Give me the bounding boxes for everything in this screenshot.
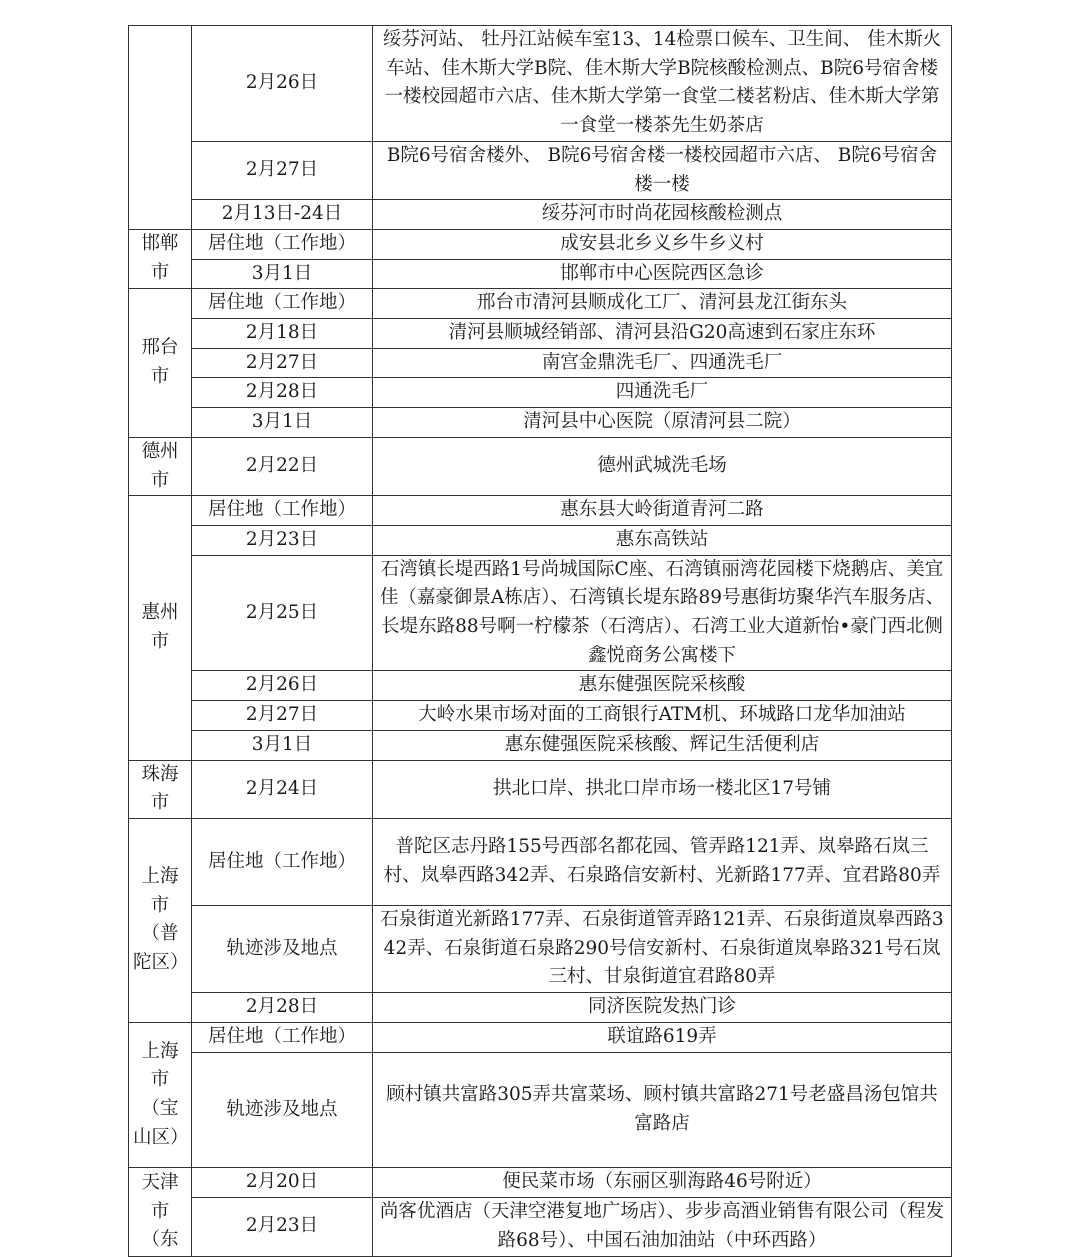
date-cell: 2月26日 (192, 671, 373, 701)
table-row (129, 378, 952, 408)
location-cell: 普陀区志丹路155号西部名都花园、管弄路121弄、岚皋路石岚三村、岚皋西路342弄、石泉路信安新村、光新路177弄、宜君路80弄 (373, 818, 952, 905)
location-cell: 尚客优酒店（天津空港复地广场店）、步步高酒业销售有限公司（程发路68号）、中国石油加油站（中环西路） (373, 1198, 952, 1256)
location-cell: 惠东高铁站 (373, 525, 952, 555)
table-row (129, 348, 952, 378)
table-row (129, 1022, 952, 1052)
date-cell: 3月1日 (192, 730, 373, 760)
location-cell: 清河县顺城经销部、清河县沿G20高速到石家庄东环 (373, 319, 952, 349)
table-row (129, 671, 952, 701)
location-cell: 拱北口岸、拱北口岸市场一楼北区17号铺 (373, 760, 952, 818)
table-row (129, 437, 952, 495)
city-cell: 惠州市 (129, 496, 192, 760)
table-row (129, 701, 952, 731)
city-cell: 珠海市 (129, 760, 192, 818)
location-cell: 便民菜市场（东丽区驯海路46号附近） (373, 1168, 952, 1198)
table-row (129, 200, 952, 230)
date-cell: 居住地（工作地） (192, 289, 373, 319)
table-row (129, 993, 952, 1023)
location-cell: 德州武城洗毛场 (373, 437, 952, 495)
location-cell: B院6号宿舍楼外、 B院6号宿舍楼一楼校园超市六店、 B院6号宿舍楼一楼 (373, 141, 952, 199)
table-row (129, 555, 952, 671)
table-row (129, 906, 952, 993)
date-cell: 2月27日 (192, 348, 373, 378)
date-cell: 居住地（工作地） (192, 818, 373, 905)
table-row (129, 818, 952, 905)
table-row (129, 730, 952, 760)
location-cell: 绥芬河站、 牡丹江站候车室13、14检票口候车、卫生间、 佳木斯火车站、佳木斯大学B院、佳木斯大学B院核酸检测点、B院6号宿舍楼一楼校园超市六店、佳木斯大学第一食堂二楼茗粉店、佳木斯大学第一食堂一楼茶先生奶茶店 (373, 26, 952, 142)
date-cell: 2月23日 (192, 525, 373, 555)
table-row (129, 26, 952, 142)
date-cell: 轨迹涉及地点 (192, 1052, 373, 1168)
location-cell: 惠东健强医院采核酸 (373, 671, 952, 701)
date-cell: 居住地（工作地） (192, 229, 373, 259)
location-cell: 石泉街道光新路177弄、石泉街道管弄路121弄、石泉街道岚皋西路342弄、石泉街道石泉路290号信安新村、石泉街道岚皋路321号石岚三村、甘泉街道宜君路80弄 (373, 906, 952, 993)
date-cell: 2月25日 (192, 555, 373, 671)
date-cell: 2月22日 (192, 437, 373, 495)
city-cell: 上海市（宝山区） (129, 1022, 192, 1168)
date-cell: 轨迹涉及地点 (192, 906, 373, 993)
city-cell (129, 26, 192, 230)
table-row (129, 259, 952, 289)
table-body (129, 26, 952, 1257)
location-cell: 清河县中心医院（原清河县二院） (373, 408, 952, 438)
date-cell: 2月20日 (192, 1168, 373, 1198)
city-cell: 上海市（普陀区） (129, 818, 192, 1022)
location-cell: 邯郸市中心医院西区急诊 (373, 259, 952, 289)
date-cell: 3月1日 (192, 259, 373, 289)
table-row (129, 1168, 952, 1198)
city-cell: 邢台市 (129, 289, 192, 438)
table-row (129, 496, 952, 526)
table-row (129, 229, 952, 259)
location-cell: 南宫金鼎洗毛厂、四通洗毛厂 (373, 348, 952, 378)
document-page (128, 25, 952, 1257)
date-cell: 2月27日 (192, 141, 373, 199)
date-cell: 居住地（工作地） (192, 1022, 373, 1052)
location-cell: 成安县北乡义乡牛乡义村 (373, 229, 952, 259)
table-row (129, 760, 952, 818)
table-row (129, 1198, 952, 1256)
table-row (129, 408, 952, 438)
location-cell: 大岭水果市场对面的工商银行ATM机、环城路口龙华加油站 (373, 701, 952, 731)
location-cell: 四通洗毛厂 (373, 378, 952, 408)
location-cell: 联谊路619弄 (373, 1022, 952, 1052)
date-cell: 2月23日 (192, 1198, 373, 1256)
city-cell: 德州市 (129, 437, 192, 495)
epidemic-trajectory-table (128, 25, 952, 1257)
table-row (129, 141, 952, 199)
date-cell: 2月13日-24日 (192, 200, 373, 230)
date-cell: 2月27日 (192, 701, 373, 731)
date-cell: 居住地（工作地） (192, 496, 373, 526)
location-cell: 绥芬河市时尚花园核酸检测点 (373, 200, 952, 230)
date-cell: 3月1日 (192, 408, 373, 438)
location-cell: 邢台市清河县顺成化工厂、清河县龙江街东头 (373, 289, 952, 319)
date-cell: 2月26日 (192, 26, 373, 142)
date-cell: 2月28日 (192, 993, 373, 1023)
location-cell: 顾村镇共富路305弄共富菜场、顾村镇共富路271号老盛昌汤包馆共富路店 (373, 1052, 952, 1168)
table-row (129, 319, 952, 349)
city-cell: 邯郸市 (129, 229, 192, 288)
date-cell: 2月18日 (192, 319, 373, 349)
location-cell: 石湾镇长堤西路1号尚城国际C座、石湾镇丽湾花园楼下烧鹅店、美宜佳（嘉豪御景A栋店）、石湾镇长堤东路89号惠街坊聚华汽车服务店、长堤东路88号啊一柠檬茶（石湾店）、石湾工业大道新怡•豪门西北侧鑫悦商务公寓楼下 (373, 555, 952, 671)
date-cell: 2月24日 (192, 760, 373, 818)
location-cell: 惠东县大岭街道青河二路 (373, 496, 952, 526)
table-row (129, 289, 952, 319)
date-cell: 2月28日 (192, 378, 373, 408)
location-cell: 惠东健强医院采核酸、辉记生活便利店 (373, 730, 952, 760)
city-cell: 天津市（东 (129, 1168, 192, 1256)
location-cell: 同济医院发热门诊 (373, 993, 952, 1023)
table-row (129, 1052, 952, 1168)
table-row (129, 525, 952, 555)
